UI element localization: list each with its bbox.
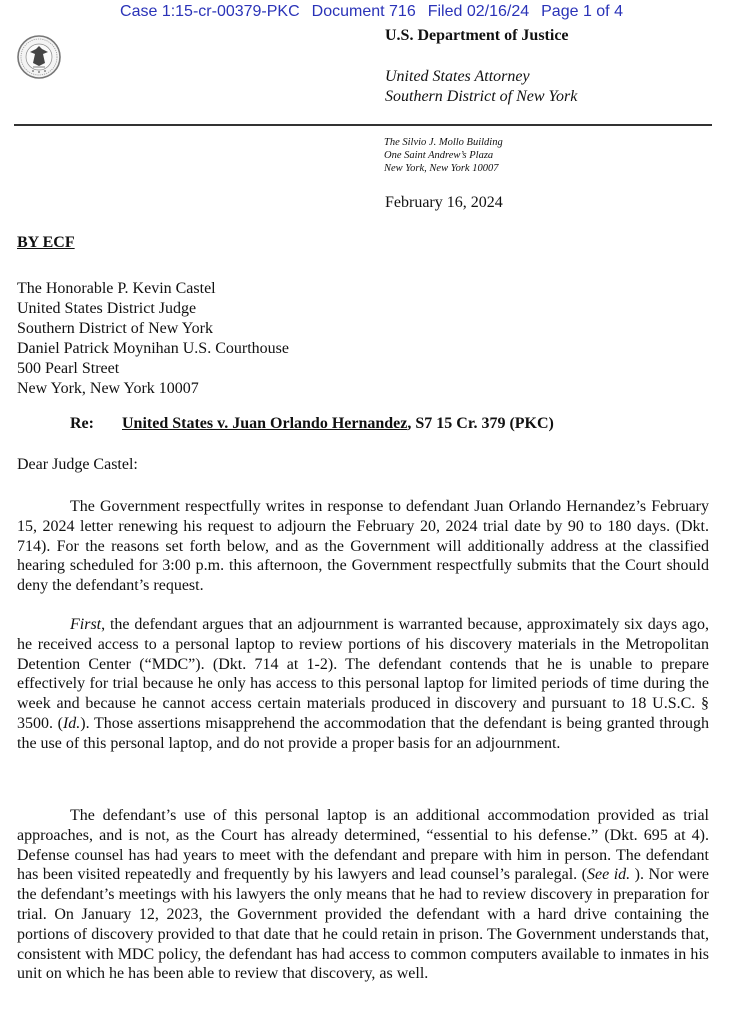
body-paragraph-2 — [17, 615, 709, 754]
paragraph-2-lead: First — [70, 616, 102, 633]
salutation: Dear Judge Castel: — [17, 456, 138, 473]
paragraph-2-text-a: , the defendant argues that an adjournment is warranted because, approximately six days ago, he received access to a personal laptop to review portions of his discovery materials in the Metropolitan Detention Center (“MDC”). (Dkt. 714 at 1-2). The defendant contends that he is unable to prepare effectively for trial because he only has access to this personal laptop for limited periods of time during the week and because he cannot access certain materials produced in discovery and pursuant to 18 U.S.C. § 3500. ( — [17, 616, 709, 732]
re-label: Re: — [70, 415, 94, 432]
ecf-filed-date: Filed 02/16/24 — [427, 3, 530, 20]
recipient-line-6: New York, New York 10007 — [17, 380, 199, 397]
office-line-2: Southern District of New York — [385, 88, 578, 105]
letter-date: February 16, 2024 — [385, 194, 503, 211]
body-paragraph-1: The Government respectfully writes in response to defendant Juan Orlando Hernandez’s February 15, 2024 letter renewing his request to adjourn the February 20, 2024 trial date by 90 to 180 days. (Dkt. 714). For the reasons set forth below, and as the Government will additionally address at the classified hearing scheduled for 3:00 p.m. this afternoon, the Government respectfully submits that the Court should deny the defendant’s request. — [17, 498, 709, 595]
recipient-line-5: 500 Pearl Street — [17, 360, 120, 377]
paragraph-3-text-b: ). Nor were the defendant’s meetings with his lawyers the only means that he had to review discovery in preparation for trial. On January 12, 2023, the Government provided the defendant with a hard drive containing the portions of discovery provided to that date that he could retain in prison. The Government understands that, consistent with MDC policy, the defendant has had access to common computers available to inmates in his unit on which he has been able to review that discovery, as well. — [17, 866, 710, 983]
body-paragraph-3 — [17, 806, 709, 984]
recipient-block — [17, 279, 289, 399]
ecf-page-count: Page 1 of 4 — [541, 3, 623, 20]
ecf-filing-stamp — [0, 3, 743, 21]
office-line-1: United States Attorney — [385, 68, 530, 85]
re-case-name: United States v. Juan Orlando Hernandez — [122, 415, 408, 432]
recipient-line-4: Daniel Patrick Moynihan U.S. Courthouse — [17, 340, 289, 357]
recipient-line-1: The Honorable P. Kevin Castel — [17, 280, 216, 297]
doj-seal-icon — [16, 30, 62, 88]
ecf-document-number: Document 716 — [311, 3, 416, 20]
address-line-3: New York, New York 10007 — [384, 163, 499, 174]
paragraph-2-id-cite: Id. — [62, 714, 81, 732]
re-line — [70, 415, 554, 433]
office-address — [384, 136, 503, 175]
letterhead-divider — [14, 124, 712, 126]
ecf-case-number: Case 1:15-cr-00379-PKC — [120, 3, 300, 20]
recipient-line-2: United States District Judge — [17, 300, 197, 317]
agency-name: U.S. Department of Justice — [385, 27, 569, 44]
address-line-2: One Saint Andrew’s Plaza — [384, 150, 494, 161]
paragraph-2-text-b: ). Those assertions misapprehend the accommodation that the defendant is being granted through the use of this personal laptop, and do not provide a proper basis for an adjournment. — [17, 714, 710, 752]
paragraph-3-see-cite: See id. — [587, 866, 631, 884]
delivery-method: BY ECF — [17, 234, 75, 251]
office-title — [385, 67, 577, 107]
address-line-1: The Silvio J. Mollo Building — [384, 137, 503, 148]
re-case-number: , S7 15 Cr. 379 (PKC) — [407, 415, 554, 432]
paragraph-3-text-a: The defendant’s use of this personal laptop is an additional accommodation provided as trial approaches, and is not, as the Court has already determined, “essential to his defense.” (Dkt. 695 at 4). Defense counsel has had years to meet with the defendant and prepare with him in person. The defendant has been visited repeatedly and frequently by his lawyers and lead counsel’s paralegal. ( — [17, 807, 709, 884]
recipient-line-3: Southern District of New York — [17, 320, 213, 337]
